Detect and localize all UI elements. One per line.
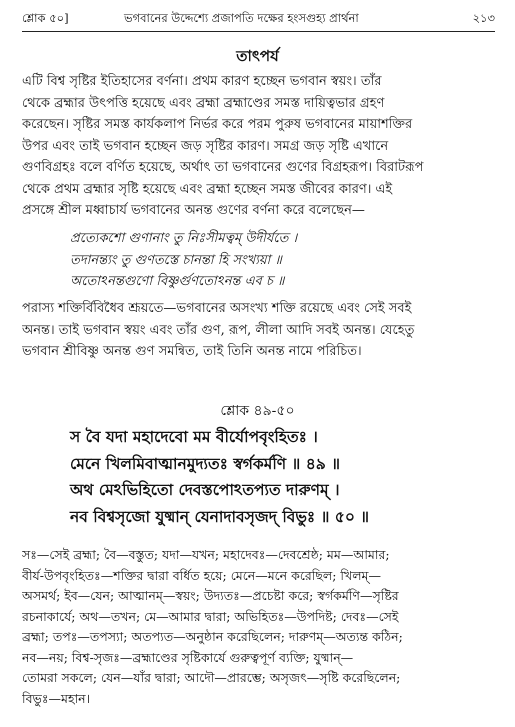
quote-line: অতোঽনন্তগুণো বিষ্ণুর্গুণতোঽনন্ত এব চ ॥ (70, 274, 285, 289)
purport-line: ভগবান শ্রীবিষ্ণু অনন্ত গুণ সমন্বিত, তাই তিনি অনন্ত নামে পরিচিত। (22, 344, 362, 359)
header-verse-ref: শ্লোক ৫০] (22, 11, 69, 25)
purport-line: উপর এবং তাই ভগবান হচ্ছেন জড় সৃষ্টির কারণ। সমগ্র জড় সৃষ্টি এখানে (22, 138, 389, 154)
synonym-line: রচনাকার্যে; অথ—তখন; মে—আমার দ্বারা; অভিহিতঃ—উপদিষ্ট; দেবঃ—সেই (22, 608, 399, 624)
header-rule (22, 31, 495, 32)
synonym-line: নব—নয়; বিশ্ব-সৃজঃ—ব্রহ্মাণ্ডের সৃষ্টিকার্যে গুরুত্বপূর্ণ ব্যক্তি; যুষ্মান্— (22, 649, 354, 665)
word-for-word-synonyms (22, 545, 495, 709)
purport-line: প্রসঙ্গে শ্রীল মধ্বাচার্য ভগবানের অনন্ত গুণের বর্ণনা করে বলেছেন— (22, 203, 365, 218)
synonym-line: অসমর্থ; ইব—যেন; আত্মানম্—স্বয়ং; উদ্যতঃ—প্রচেষ্টা করে; স্বর্গকর্মণি—সৃষ্টির (22, 588, 399, 603)
purport-line: গুণবিগ্রহঃ বলে বর্ণিত হয়েছে, অর্থাৎ তা ভগবানের গুণের বিগ্রহরূপ। বিরাটরূপ (22, 160, 424, 175)
purport-heading: তাৎপর্য (236, 47, 279, 65)
purport-line: পরাস্য শক্তির্বিবিধৈব শ্রূয়তে—ভগবানের অসংখ্য শক্তি রয়েছে এবং সেই সবই (22, 301, 412, 316)
synonym-line: বিভুঃ—মহান। (22, 690, 91, 706)
purport-line: করেছেন। সৃষ্টির সমস্ত কার্যকলাপ নির্ভর করে পরম পুরুষ ভগবানের মায়াশক্তির (22, 117, 413, 132)
verse-line: স বৈ যদা মহাদেবো মম বীর্যোপবৃংহিতঃ । (70, 427, 318, 446)
quote-line: তদানন্ত্যং তু গুণতস্তে চানন্তা হি সংখ্যয়া ॥ (70, 252, 282, 268)
quote-line: প্রত্যেকশো গুণানাং তু নিঃসীমত্বম্ উদীর্যতে । (70, 231, 298, 246)
synonym-line: ব্রহ্মা; তপঃ—তপস্যা; অতপ্যত—অনুষ্ঠান করেছিলেন; দারুণম্—অত্যন্ত কঠিন; (22, 629, 403, 644)
purport-paragraph (22, 71, 495, 222)
sanskrit-verse (70, 424, 500, 530)
purport-line: থেকে ব্রহ্মার উৎপত্তি হয়েছে এবং ব্রহ্মা ব্রহ্মাণ্ডের সমস্ত দায়িত্বভার গ্রহণ (22, 95, 385, 111)
synonym-line: সঃ—সেই ব্রহ্মা; বৈ—বস্তুত; যদা—যখন; মহাদেবঃ—দেবশ্রেষ্ঠ; মম—আমার; (22, 547, 390, 562)
purport-closing-paragraph (22, 298, 495, 363)
verse-line: নব বিশ্বসৃজো যুষ্মান্ যেনাদাবসৃজদ্ বিভুঃ ॥ ৫০ ॥ (70, 506, 370, 526)
page-number: ২১৩ (472, 11, 495, 25)
purport-line: এটি বিশ্ব সৃষ্টির ইতিহাসের বর্ণনা। প্রথম কারণ হচ্ছেন ভগবান স্বয়ং। তাঁর (22, 74, 382, 89)
verse-title: শ্লোক ৪৯-৫০ (220, 403, 295, 419)
header-chapter-title: ভগবানের উদ্দেশ্যে প্রজাপতি দক্ষের হংসগুহ্য প্রার্থনা (124, 11, 359, 25)
synonym-line: তোমরা সকলে; যেন—যাঁর দ্বারা; আদৌ—প্রারম্ভে; অসৃজৎ—সৃষ্টি করেছিলেন; (22, 670, 401, 685)
purport-line: থেকে প্রথম ব্রহ্মার সৃষ্টি হয়েছে এবং ব্রহ্মা হচ্ছেন সমস্ত জীবের কারণ। এই (22, 181, 393, 197)
verse-line: মেনে খিলমিবাত্মানমুদ্যতঃ স্বর্গকর্মণি ॥ ৪৯ ॥ (70, 453, 341, 473)
madhvacarya-quote (70, 228, 490, 293)
running-header (22, 10, 495, 26)
verse-line: অথ মেঽভিহিতো দেবস্তপোঽতপ্যত দারুণম্ । (70, 480, 340, 499)
synonym-line: বীর্য-উপবৃংহিতঃ—শক্তির দ্বারা বর্ধিত হয়ে; মেনে—মনে করেছিল; খিলম্— (22, 567, 381, 583)
purport-line: অনন্ত। তাই ভগবান স্বয়ং এবং তাঁর গুণ, রূপ, লীলা আদি সবই অনন্ত। যেহেতু (22, 322, 415, 338)
